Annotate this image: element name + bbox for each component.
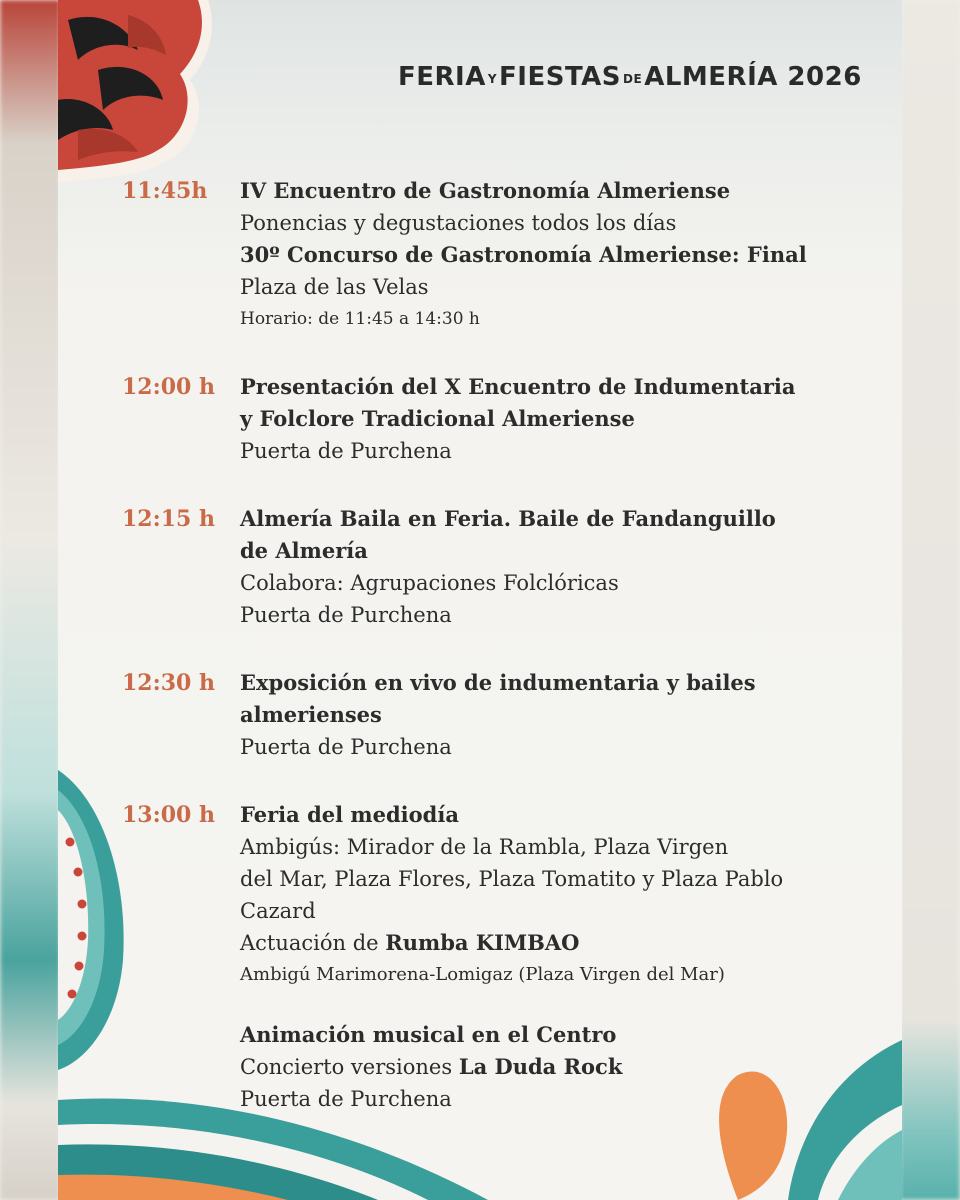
left-frame-strip	[0, 0, 60, 1200]
event-collaborator: Colabora: Agrupaciones Folclóricas	[240, 571, 619, 595]
spacer	[240, 991, 902, 1019]
event-title: Exposición en vivo de indumentaria y bailes	[240, 670, 756, 695]
event-1145	[58, 175, 902, 335]
event-title: Feria del mediodía	[240, 802, 459, 827]
event-venues-1: Ambigús: Mirador de la Rambla, Plaza Virgen	[240, 835, 729, 859]
performance-artist: Rumba KIMBAO	[385, 930, 580, 955]
event-location: Puerta de Purchena	[240, 1087, 452, 1111]
right-frame-strip	[900, 0, 960, 1200]
event-subtitle: 30º Concurso de Gastronomía Almeriense: Final	[240, 242, 807, 267]
event-1300	[58, 799, 902, 1115]
event-location: Plaza de las Velas	[240, 275, 429, 299]
event-venues-2: del Mar, Plaza Flores, Plaza Tomatito y Plaza Pablo	[240, 867, 784, 891]
event-location: Puerta de Purchena	[240, 735, 452, 759]
event-subtitle: Animación musical en el Centro	[240, 1022, 617, 1047]
carnation-flower-icon	[58, 0, 212, 182]
schedule	[58, 175, 902, 1151]
title-year: 2026	[787, 62, 862, 92]
event-1200	[58, 371, 902, 467]
event-1215	[58, 503, 902, 631]
performance-prefix: Actuación de	[240, 931, 386, 955]
event-description: Ponencias y degustaciones todos los días	[240, 211, 677, 235]
event-performance	[240, 927, 902, 959]
event-location: Puerta de Purchena	[240, 603, 452, 627]
event-time: 13:00 h	[122, 802, 216, 828]
event-performance-venue: Ambigú Marimorena-Lomigaz (Plaza Virgen del Mar)	[240, 964, 725, 985]
event-time: 12:00 h	[122, 374, 216, 400]
event-location: Puerta de Purchena	[240, 439, 452, 463]
event-venues-3: Cazard	[240, 899, 316, 923]
concert-artist: La Duda Rock	[458, 1054, 623, 1079]
event-title: IV Encuentro de Gastronomía Almeriense	[240, 178, 731, 203]
event-concert	[240, 1051, 902, 1083]
event-title-continued: almerienses	[240, 702, 382, 727]
event-time: 12:15 h	[122, 506, 216, 532]
event-title: Almería Baila en Feria. Baile de Fandanguillo	[240, 506, 776, 531]
event-1230	[58, 667, 902, 763]
event-time: 12:30 h	[122, 670, 216, 696]
title-feria: FERIA	[398, 62, 486, 92]
title-almeria: ALMERÍA	[644, 62, 778, 92]
title-y: Y	[487, 72, 498, 86]
poster	[58, 0, 902, 1200]
page-title	[398, 62, 862, 92]
event-schedule-note: Horario: de 11:45 a 14:30 h	[240, 309, 480, 329]
event-title-continued: y Folclore Tradicional Almeriense	[240, 406, 635, 431]
event-title: Presentación del X Encuentro de Indumentaria	[240, 374, 796, 399]
event-title-continued: de Almería	[240, 538, 368, 563]
title-fiestas: FIESTAS	[499, 62, 622, 92]
concert-prefix: Concierto versiones	[240, 1055, 459, 1079]
event-time: 11:45h	[122, 178, 208, 204]
title-de: DE	[623, 72, 643, 86]
